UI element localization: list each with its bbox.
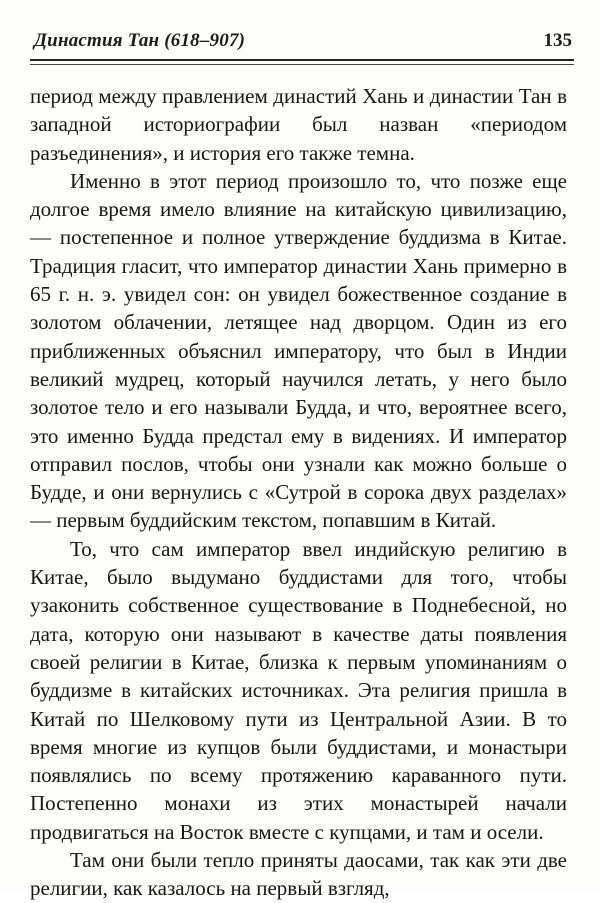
chapter-title: Династия Тан (618–907) [34, 30, 246, 51]
body-text [30, 82, 567, 903]
header-rule [30, 59, 574, 61]
paragraph: Именно в этот период произошло то, что позже еще долгое время имело влияние на китайскую цивилизацию, — постепенное и полное утверждение буддизма в Китае. Традиция гласит, что император династии Хань примерно в 65 г. н. э. увидел сон: он увидел божественное создание в золотом облачении, летящее над дворцом. Один из его приближенных объяснил императору, что был в Индии великий мудрец, который научился летать, у него было золотое тело и его называли Будда, и что, вероятнее всего, это именно Будда предстал ему в видениях. И император отправил послов, чтобы они узнали как можно больше о Будде, и они вернулись с «Сутрой в сорока двух разделах» — первым буддийским текстом, попавшим в Китай. [30, 168, 567, 533]
paragraph: То, что сам император ввел индийскую религию в Китае, было выдумано буддистами для того, чтобы узаконить собственное существование в Поднебесной, но дата, которую они называют в качестве даты появления своей религии в Китае, близка к первым упоминаниям о буддизме в китайских источниках. Эта религия пришла в Китай по Шелковому пути из Центральной Азии. В то время многие из купцов были буддистами, и монастыри появлялись по всему протяжению караванного пути. Постепенно монахи из этих монастырей начали продвигаться на Восток вместе с купцами, и там и осели. [30, 536, 567, 844]
paragraph: период между правлением династий Хань и династии Тан в западной историографии был назван «периодом разъединения», и история его также темна. [30, 84, 567, 165]
running-header [30, 28, 574, 58]
page-number: 135 [543, 30, 572, 51]
paragraph: Там они были тепло приняты даосами, так как эти две религии, как казалось на первый взгляд, [30, 848, 567, 901]
header-rule-thin [30, 64, 574, 65]
